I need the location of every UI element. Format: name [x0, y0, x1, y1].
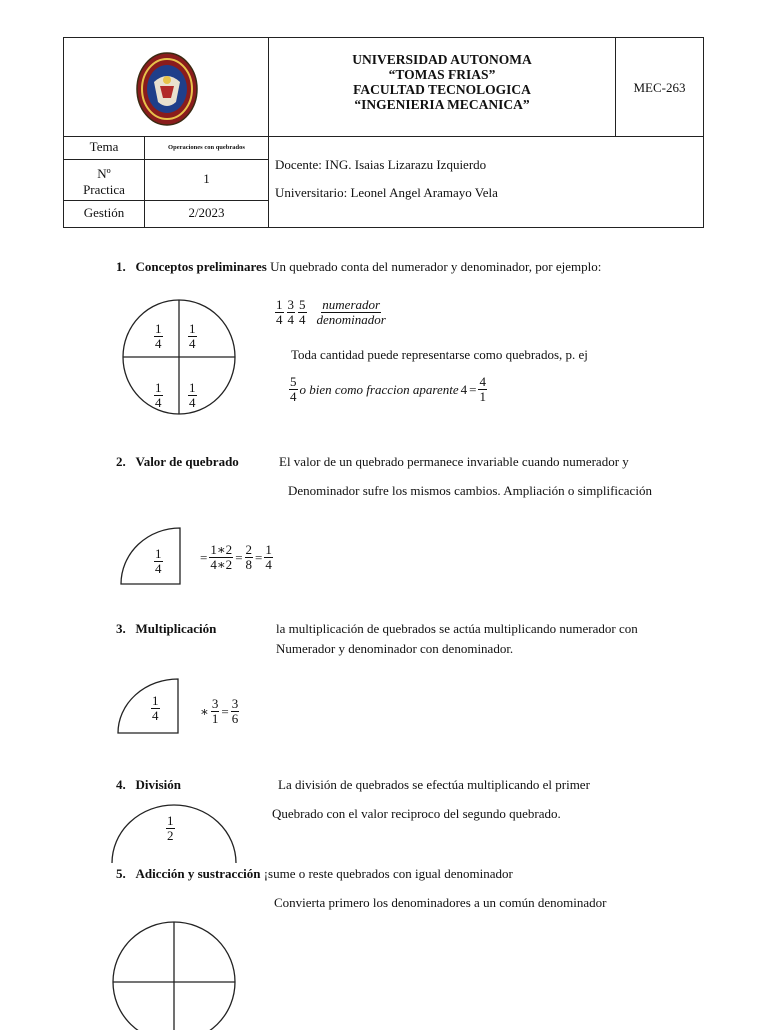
frac-denominator: 1 [211, 711, 219, 726]
people-cell [268, 136, 704, 228]
frac-numerator: 1 [276, 297, 283, 312]
section-5-number: 5. [116, 866, 126, 881]
quarter-frac-1 [154, 322, 163, 351]
frac-denominator: 4 [155, 395, 162, 410]
frac-numerator: 5 [290, 374, 297, 389]
frac-numerator: 1 [189, 380, 196, 395]
section-2-text-2: Denominador sufre los mismos cambios. Ampliación o simplificación [288, 483, 652, 498]
section-2-equation [200, 543, 273, 572]
frac-denominator: 4 [189, 336, 196, 351]
quarter-shape-figure [120, 527, 182, 585]
practica-value: 1 [203, 171, 210, 186]
aparente-lhs: 4 [460, 381, 468, 397]
frac-numerator: 2 [245, 542, 253, 557]
title-cell [268, 37, 616, 137]
section-2-shape-frac [154, 547, 163, 576]
section-1-text: Un quebrado conta del numerador y denominador, por ejemplo: [270, 259, 602, 274]
tema-value: Operaciones con quebrados [168, 144, 245, 151]
university-line: UNIVERSIDAD AUTONOMA [352, 52, 532, 67]
tema-label: Tema [89, 139, 119, 154]
frac-numerator: 1 [265, 542, 272, 557]
section-4-heading [116, 777, 181, 793]
frac-denominator: 4 [290, 389, 297, 404]
university-seal-icon [136, 52, 198, 126]
frac-denominator: 4 [155, 336, 162, 351]
frac-numerator: 1 [152, 693, 159, 708]
section-2-title: Valor de quebrado [135, 454, 239, 469]
section-3-title: Multiplicación [135, 621, 217, 636]
section-3-heading [116, 621, 216, 637]
section-4-text-1: La división de quebrados se efectúa multiplicando el primer [278, 777, 590, 792]
quarters-circle-figure [121, 298, 237, 416]
section-3-shape-frac [151, 694, 160, 723]
equals-sign: = [255, 549, 263, 565]
practica-label-line-1: Nº [97, 166, 111, 181]
section-5-text-1: ¡sume o reste quebrados con igual denominador [263, 866, 513, 881]
section-5-heading [116, 866, 513, 882]
tema-value-cell [144, 136, 269, 160]
career-line: “INGENIERIA MECANICA” [354, 97, 530, 112]
quarter-shape-outline [121, 528, 180, 584]
section-1-heading [116, 259, 601, 275]
quarter-shape-figure [117, 678, 180, 734]
equals-sign: = [200, 549, 208, 565]
section-2-number: 2. [116, 454, 126, 469]
equals-sign: = [235, 549, 243, 565]
frac-denominator: 4∗2 [210, 557, 233, 572]
header-table [63, 37, 704, 228]
frac-denominator: 4 [189, 395, 196, 410]
aparente-text: o bien como fraccion aparente [299, 381, 459, 397]
frac-numerator: 4 [479, 374, 486, 389]
section-4-number: 4. [116, 777, 126, 792]
faculty-line: FACULTAD TECNOLOGICA [353, 82, 531, 97]
gestion-value: 2/2023 [188, 205, 225, 220]
quarter-frac-3 [154, 381, 163, 410]
frac-denominator: 8 [245, 557, 253, 572]
section-3-text-2: Numerador y denominador con denominador. [276, 641, 514, 656]
section-3-equation [200, 697, 239, 726]
section-2-heading [116, 454, 239, 470]
frac-numerator: 1 [155, 546, 162, 561]
logo-cell [63, 37, 269, 137]
gestion-label: Gestión [83, 205, 125, 220]
frac-denominator: 4 [287, 312, 294, 327]
frac-denominator: 4 [155, 561, 162, 576]
section-1-number: 1. [116, 259, 126, 274]
frac-numerator: 3 [211, 696, 219, 711]
multiply-sign: ∗ [200, 703, 209, 719]
denominador-label: denominador [316, 312, 386, 327]
practica-label-line-2: Practica [83, 182, 125, 197]
section-4-text-2: Quebrado con el valor reciproco del segundo quebrado. [272, 806, 561, 821]
section-2-text-1: El valor de un quebrado permanece invariable cuando numerador y [279, 454, 629, 469]
frac-denominator: 1 [479, 389, 486, 404]
frac-denominator: 4 [265, 557, 272, 572]
frac-denominator: 4 [152, 708, 159, 723]
course-code: MEC-263 [633, 80, 686, 95]
frac-numerator: 1∗2 [210, 542, 233, 557]
practica-value-cell [144, 159, 269, 201]
section-1-line-2: Toda cantidad puede representarse como quebrados, p. ej [291, 347, 588, 362]
section-4-shape-frac [166, 814, 175, 843]
frac-numerator: 3 [231, 696, 239, 711]
course-code-cell [615, 37, 704, 137]
docente-text: Docente: ING. Isaias Lizarazu Izquierdo [275, 157, 487, 172]
section-3-number: 3. [116, 621, 126, 636]
aparente-example [289, 375, 487, 404]
equals-sign: = [221, 703, 229, 719]
frac-numerator: 1 [167, 813, 174, 828]
quarter-frac-2 [188, 322, 197, 351]
section-5-title: Adicción y sustracción [135, 866, 261, 881]
frac-numerator: 1 [155, 321, 162, 336]
section-3-text-1: la multiplicación de quebrados se actúa multiplicando numerador con [276, 621, 638, 636]
section-1-title: Conceptos preliminares [135, 259, 267, 274]
university-name-line: “TOMAS FRIAS” [388, 67, 496, 82]
numerador-label: numerador [322, 297, 381, 312]
frac-denominator: 4 [276, 312, 283, 327]
quarter-frac-4 [188, 381, 197, 410]
example-fractions [275, 298, 387, 327]
frac-numerator: 1 [189, 321, 196, 336]
gestion-value-cell [144, 200, 269, 228]
frac-denominator: 2 [167, 828, 174, 843]
section-4-title: División [135, 777, 182, 792]
tema-label-cell [63, 136, 145, 160]
universitario-text: Universitario: Leonel Angel Aramayo Vela [275, 185, 498, 200]
frac-numerator: 3 [287, 297, 294, 312]
section-5-text-2: Convierta primero los denominadores a un común denominador [274, 895, 607, 910]
quarter-shape-outline [118, 679, 178, 733]
frac-denominator: 6 [231, 711, 239, 726]
quartered-circle-figure [112, 920, 236, 1030]
gestion-label-cell [63, 200, 145, 228]
practica-label-cell [63, 159, 145, 201]
frac-numerator: 1 [155, 380, 162, 395]
frac-denominator: 4 [299, 312, 306, 327]
frac-numerator: 5 [299, 297, 306, 312]
equals-sign: = [469, 381, 477, 397]
